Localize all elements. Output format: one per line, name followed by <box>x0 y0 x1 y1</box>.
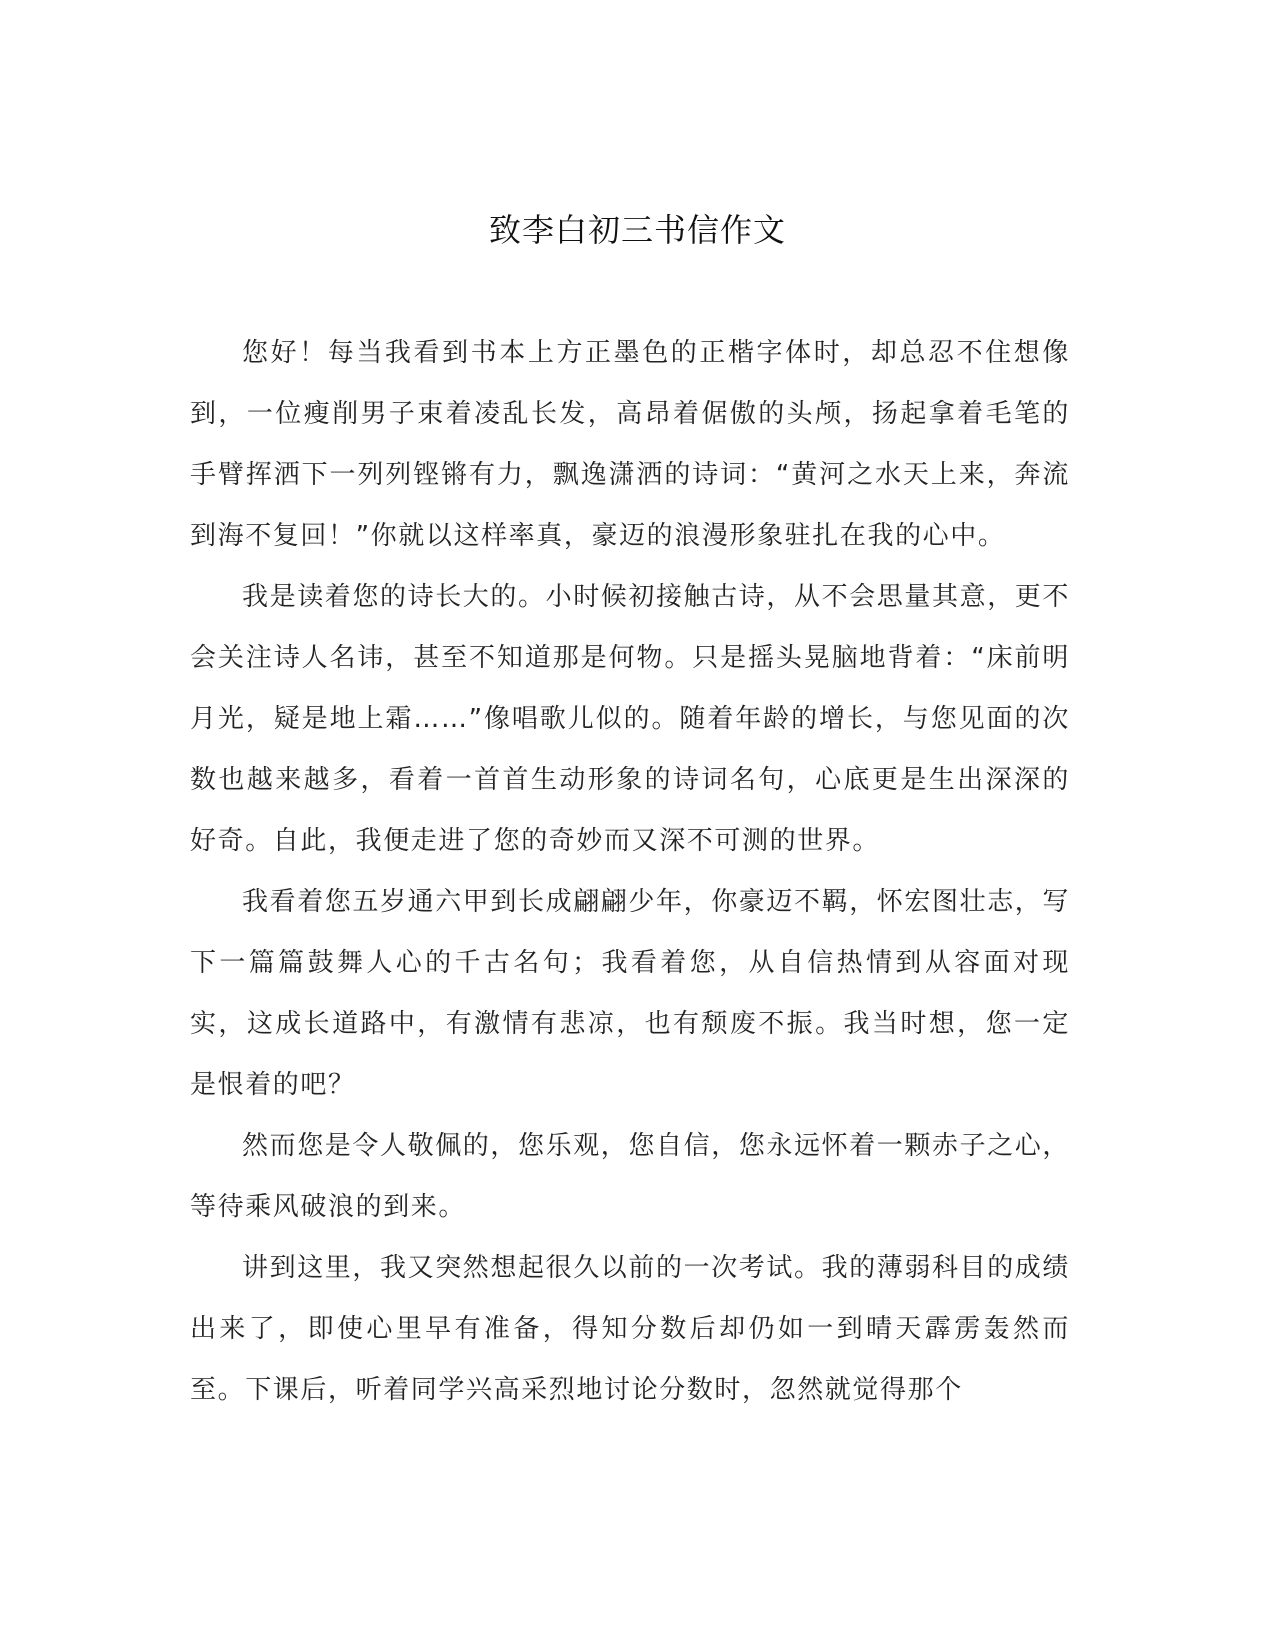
document-title: 致李白初三书信作文 <box>488 211 786 249</box>
document-body <box>190 323 1070 1421</box>
paragraph-2: 我是读着您的诗长大的。小时候初接触古诗，从不会思量其意，更不会关注诗人名讳，甚至不知道那是何物。只是摇头晃脑地背着：“床前明月光，疑是地上霜……”像唱歌儿似的。随着年龄的增长，与您见面的次数也越来越多，看着一首首生动形象的诗词名句，心底更是生出深深的好奇。自此，我便走进了您的奇妙而又深不可测的世界。 <box>190 582 1071 856</box>
paragraph-5: 讲到这里，我又突然想起很久以前的一次考试。我的薄弱科目的成绩出来了，即使心里早有准备，得知分数后却仍如一到晴天霹雳轰然而至。下课后，听着同学兴高采烈地讨论分数时，忽然就觉得那个 <box>190 1253 1071 1405</box>
paragraph-1: 您好！每当我看到书本上方正墨色的正楷字体时，却总忍不住想像到，一位瘦削男子束着凌乱长发，高昂着倨傲的头颅，扬起拿着毛笔的手臂挥洒下一列列铿锵有力，飘逸潇洒的诗词：“黄河之水天上来，奔流到海不复回！”你就以这样率真，豪迈的浪漫形象驻扎在我的心中。 <box>190 338 1070 551</box>
paragraph-3: 我看着您五岁通六甲到长成翩翩少年，你豪迈不羁，怀宏图壮志，写下一篇篇鼓舞人心的千古名句；我看着您，从自信热情到从容面对现实，这成长道路中，有激情有悲凉，也有颓废不振。我当时想，您一定是恨着的吧？ <box>190 887 1071 1100</box>
paragraph-4: 然而您是令人敬佩的，您乐观，您自信，您永远怀着一颗赤子之心，等待乘风破浪的到来。 <box>190 1131 1071 1222</box>
